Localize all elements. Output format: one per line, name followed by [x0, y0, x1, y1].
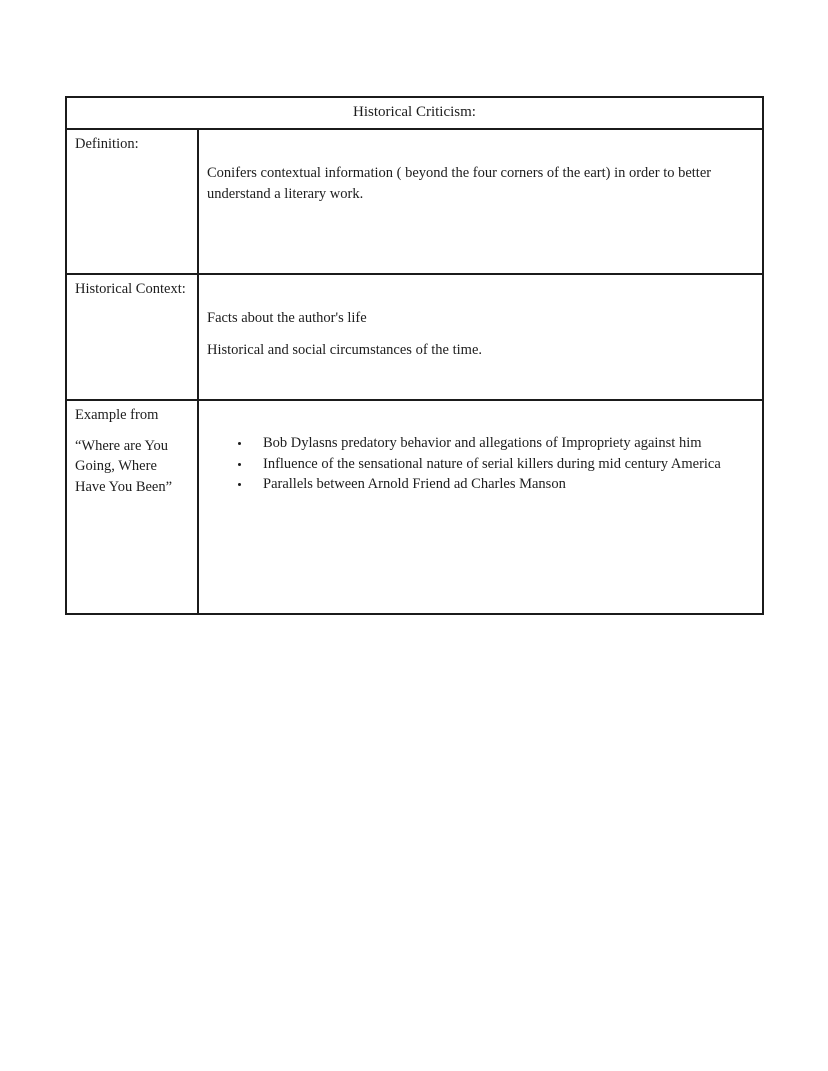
bullet-item: • Parallels between Arnold Friend ad Charles Manson	[251, 474, 746, 495]
definition-content-cell	[198, 129, 763, 274]
example-label-cell	[66, 400, 198, 614]
bullet-item: • Influence of the sensational nature of serial killers during mid century America	[251, 454, 746, 475]
historical-context-label: Historical Context:	[66, 274, 198, 400]
definition-label: Definition:	[66, 129, 198, 274]
definition-text: Conifers contextual information ( beyond the four corners of the eart) in order to better understand a literary work.	[207, 165, 712, 202]
historical-criticism-table	[65, 96, 764, 615]
context-text-line-1: Facts about the author's life	[207, 310, 367, 326]
table-title: Historical Criticism:	[66, 97, 763, 129]
table-row	[66, 400, 763, 614]
table-title-row	[66, 97, 763, 129]
table-row	[66, 274, 763, 400]
historical-context-content-cell	[198, 274, 763, 400]
example-bullet-list	[207, 433, 746, 495]
table-row	[66, 129, 763, 274]
story-title-quote: “Where are You Going, Where Have You Been”	[75, 437, 173, 495]
bullet-item: • Bob Dylasns predatory behavior and allegations of Impropriety against him	[251, 433, 746, 454]
example-from-label: Example from	[75, 407, 159, 423]
example-content-cell	[198, 400, 763, 614]
context-text-line-2: Historical and social circumstances of the time.	[207, 341, 483, 358]
